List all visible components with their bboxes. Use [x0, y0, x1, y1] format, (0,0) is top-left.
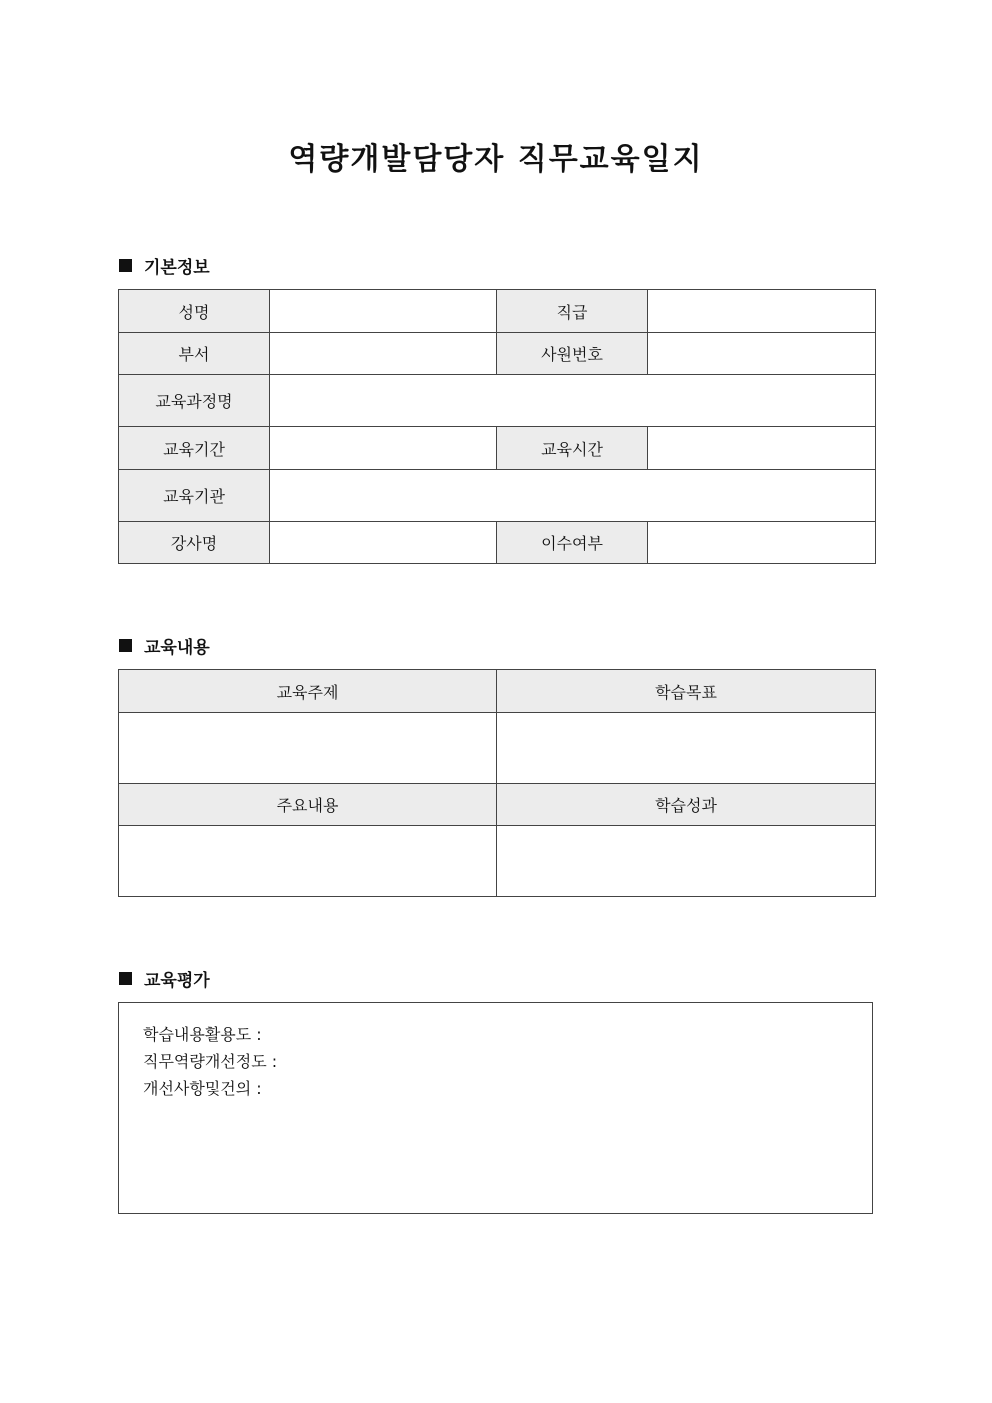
department-field[interactable] — [270, 333, 497, 375]
table-row — [119, 470, 876, 522]
employee-id-label: 사원번호 — [497, 333, 648, 375]
table-row — [119, 713, 876, 784]
section-heading-label: 교육평가 — [144, 970, 210, 991]
section-heading-label: 기본정보 — [144, 257, 210, 278]
position-field[interactable] — [648, 290, 876, 333]
completion-field[interactable] — [648, 522, 876, 564]
basic-info-table — [118, 289, 876, 564]
table-row — [119, 670, 876, 713]
black-square-icon — [119, 259, 132, 272]
objective-label: 학습목표 — [497, 670, 876, 713]
hours-field[interactable] — [648, 427, 876, 470]
objective-field[interactable] — [497, 713, 876, 784]
section-heading-content — [119, 633, 210, 657]
course-name-label: 교육과정명 — [119, 375, 270, 427]
department-label: 부서 — [119, 333, 270, 375]
completion-label: 이수여부 — [497, 522, 648, 564]
institution-field[interactable] — [270, 470, 876, 522]
evaluation-line-suggestions: 개선사항및건의 : — [143, 1079, 262, 1098]
outcome-label: 학습성과 — [497, 784, 876, 826]
period-field[interactable] — [270, 427, 497, 470]
instructor-field[interactable] — [270, 522, 497, 564]
name-label: 성명 — [119, 290, 270, 333]
outcome-field[interactable] — [497, 826, 876, 897]
main-content-label: 주요내용 — [119, 784, 497, 826]
position-label: 직급 — [497, 290, 648, 333]
table-row — [119, 784, 876, 826]
table-row — [119, 333, 876, 375]
black-square-icon — [119, 972, 132, 985]
main-content-field[interactable] — [119, 826, 497, 897]
evaluation-line-competency: 직무역량개선정도 : — [143, 1052, 278, 1071]
topic-field[interactable] — [119, 713, 497, 784]
section-heading-basic-info — [119, 253, 210, 277]
hours-label: 교육시간 — [497, 427, 648, 470]
section-heading-evaluation — [119, 966, 210, 990]
table-row — [119, 522, 876, 564]
table-row — [119, 375, 876, 427]
table-row — [119, 290, 876, 333]
black-square-icon — [119, 639, 132, 652]
evaluation-line-utilization: 학습내용활용도 : — [143, 1025, 262, 1044]
name-field[interactable] — [270, 290, 497, 333]
topic-label: 교육주제 — [119, 670, 497, 713]
institution-label: 교육기관 — [119, 470, 270, 522]
period-label: 교육기간 — [119, 427, 270, 470]
employee-id-field[interactable] — [648, 333, 876, 375]
section-heading-label: 교육내용 — [144, 637, 210, 658]
table-row — [119, 427, 876, 470]
course-name-field[interactable] — [270, 375, 876, 427]
content-table — [118, 669, 876, 897]
table-row — [119, 826, 876, 897]
evaluation-box[interactable] — [118, 1002, 873, 1214]
document-title: 역량개발담당자 직무교육일지 — [288, 142, 704, 177]
instructor-label: 강사명 — [119, 522, 270, 564]
